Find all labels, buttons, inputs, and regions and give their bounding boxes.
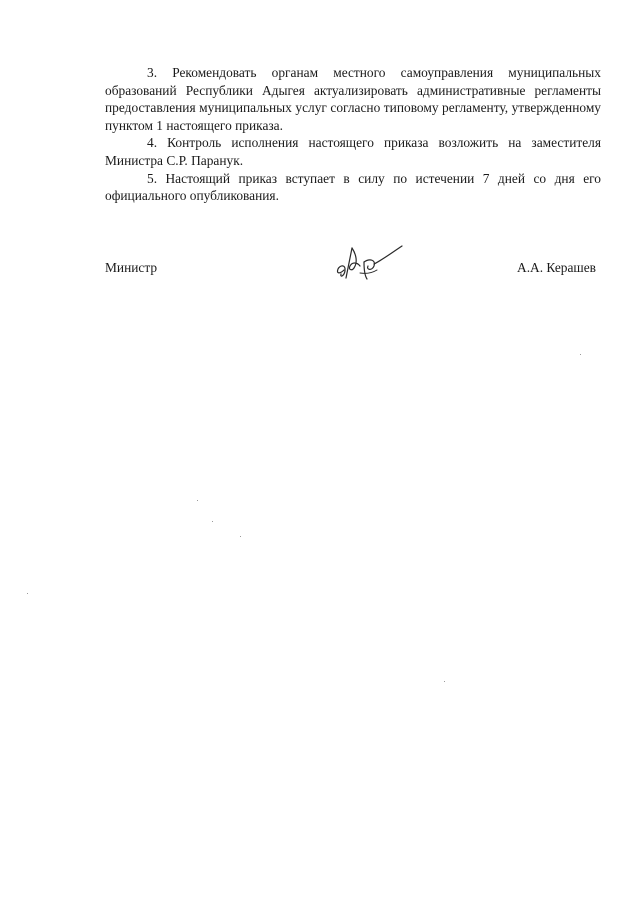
scan-speck bbox=[197, 500, 198, 501]
scan-speck bbox=[27, 593, 28, 594]
paragraph-4: 4. Контроль исполнения настоящего приказа возложить на заместителя Министра С.Р. Паранук. bbox=[105, 135, 601, 168]
scan-speck bbox=[444, 681, 445, 682]
scan-speck bbox=[580, 354, 581, 355]
signer-name: А.А. Керашев bbox=[517, 260, 596, 275]
paragraph-3: 3. Рекомендовать органам местного самоуправления муниципальных образований Республики Адыгея актуализировать административные регламенты предоставления муниципальных услуг согласно типовому регламенту, утвержденному пунктом 1 настоящего приказа. bbox=[105, 65, 601, 133]
document-body bbox=[105, 64, 601, 205]
scan-speck bbox=[212, 521, 213, 522]
scan-speck bbox=[240, 536, 241, 537]
signer-title: Министр bbox=[105, 260, 158, 275]
paragraph-5: 5. Настоящий приказ вступает в силу по истечении 7 дней со дня его официального опубликования. bbox=[105, 170, 601, 204]
handwritten-signature bbox=[330, 240, 410, 282]
signature-block bbox=[105, 256, 601, 280]
